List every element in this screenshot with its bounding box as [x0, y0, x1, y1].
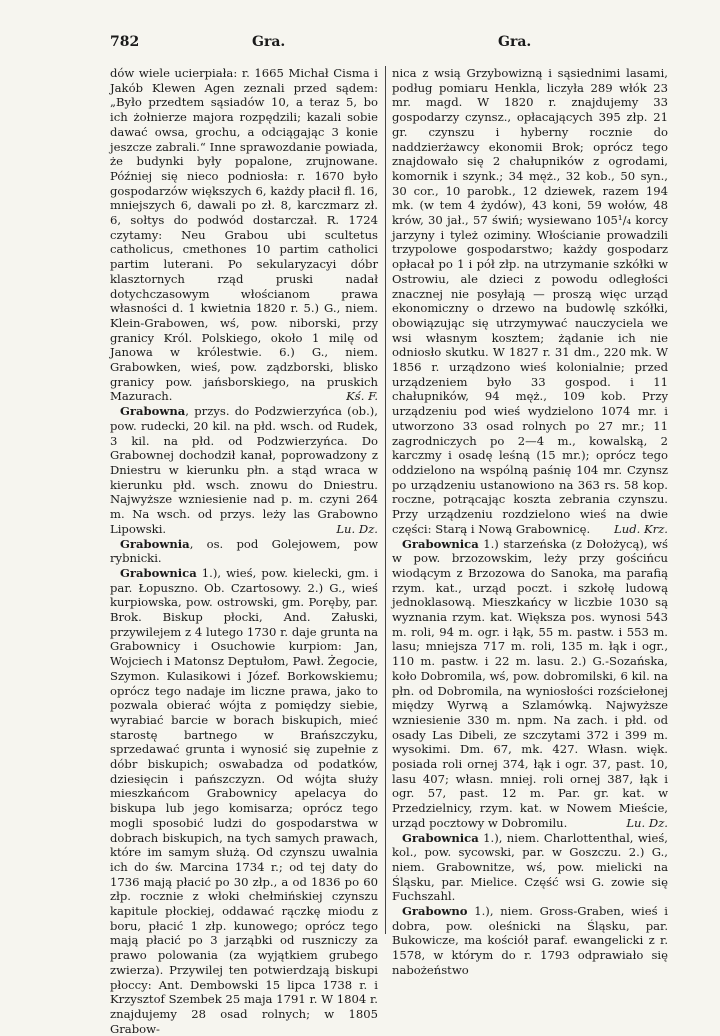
left-running-head: Gra. — [252, 34, 286, 50]
entry-grabowno: Grabowno 1.), niem. Gross-Graben, wieś i dobra, pow. oleśnicki na Śląsku, par. Bukowicze, ma kościół paraf. ewangelicki z r. 1578, w którym do r. 1793 odprawiało się nabożeństwo — [392, 904, 668, 977]
entry-continuation: nica z wsią Grzybowizną i sąsiednimi lasami, podług pomiaru Henkla, liczyła 289 włók 23 mr. magd. W 1820 r. znajdujemy 33 gospodarzy czynsz., opłacających 395 złp. 21 gr. czynszu i hyberny rocznie do naddzierżawcy ekonomii Brok; oprócz tego znajdowało się 2 chałupników z ogrodami, komornik i szynk.; 34 męż., 32 kob., 50 syn., 30 cor., 10 parobk., 12 dziewek, razem 194 mk. (w tem 4 żydów), 43 koni, 59 wołów, 48 krów, 30 jał., 57 świń; wysiewano 105¹/₄ korcy jarzyny i tyleż oziminy. Włościanie prowadzili trzypolowe gospodarstwo; każdy gospodarz opłacał po 1 i pół złp. na utrzymanie szkółki w Ostrowiu, ale dzieci z powodu odległości znacznej nie posyłają — proszą więc urząd ekonomiczny o drzewo na budowlę szkółki, obowiązując się utrzymywać nauczyciela we wsi własnym kosztem; żądanie ich nie odniosło skutku. W 1827 r. 31 dm., 220 mk. W 1856 r. urządzono wieś kolonialnie; przed urządzeniem było 33 gospod. i 11 chałupników, 94 męż., 109 kob. Przy urządzeniu pod wieś wydzielono 1074 mr. i utworzono 33 osad rolnych po 27 mr.; 11 zagrodniczych po 2—4 m., kowalską, 2 karczmy i osadę leśną (15 mr.); oprócz tego oddzielono na wspólną paśnię 104 mr. Czynsz po urządzeniu ustanowiono na 363 rs. 58 kop. roczne, potrącając koszta zebrania czynszu. Przy urządzeniu rozdzielono wieś na dwie części: Starą i Nową Grabownicę. Lud. Krz. — [392, 66, 668, 536]
entry-headword: Grabownica — [402, 536, 479, 551]
entry-headword: Grabownia — [120, 536, 190, 551]
entry-grabownica-starzenska: Grabownica 1.) starzeńska (z Dołożycą), wś w pow. brzozowskim, leży przy gościńcu wiodącym z Brzozowa do Sanoka, ma parafią rzym. kat., urząd poczt. i szkołę ludową jednoklasową. Mieszkańcy w liczbie 1030 są wyznania rzym. kat. Większa pos. wynosi 543 m. roli, 94 m. ogr. i łąk, 55 m. pastw. i 553 m. lasu; mniejsza 717 m. roli, 135 m. łąk i ogr., 110 m. pastw. i 22 m. lasu. 2.) G.-Sozańska, koło Dobromila, wś, pow. dobromilski, 6 kil. na płn. od Dobromila, na wyniosłości rozściełonej między Wyrwą a Szlamówką. Najwyższe wzniesienie 330 m. npm. Na zach. i płd. od osady Las Dibeli, ze szczytami 372 i 399 m. wysokimi. Dm. 67, mk. 427. Własn. więk. posiada roli ornej 374, łąk i ogr. 37, past. 10, lasu 407; własn. mniej. roli ornej 387, łąk i ogr. 57, past. 12 m. Par. gr. kat. w Przedzielnicy, rzym. kat. w Nowem Mieście, urząd pocztowy w Dobromilu. Lu. Dz. — [392, 536, 668, 830]
entry-headword: Grabowno — [402, 904, 468, 919]
page-number: 782 — [110, 34, 140, 50]
entry-grabownia: Grabownia, os. pod Golejowem, pow rybnicki. — [110, 536, 378, 566]
author-signature: Kś. F. — [346, 389, 378, 404]
column-divider — [385, 66, 386, 934]
right-running-head: Gra. — [498, 34, 532, 50]
entry-grabownica-charlottenthal: Grabownica 1.), niem. Charlottenthal, wieś, kol., pow. sycowski, par. w Goszczu. 2.) G., niem. Grabownitze, wś, pow. mielicki na Śląsku, par. Mielice. Część wsi G. zowie się Fuchszahl. — [392, 830, 668, 904]
entry-headword: Grabowna — [120, 404, 186, 419]
entry-grabowna: Grabowna, przys. do Podzwierzyńca (ob.), pow. rudecki, 20 kil. na płd. wsch. od Rudek, 3 kil. na płd. od Podzwierzyńca. Do Grabownej dochodził kanał, poprowadzony z Dniestru w kierunku płn. a stąd wraca w kierunku płd. wsch. znowu do Dniestru. Najwyższe wzniesienie nad p. m. czyni 264 m. Na wsch. od przys. leży las Grabowno Lipowski. Lu. Dz. — [110, 404, 378, 536]
entry-headword: Grabownica — [402, 830, 479, 845]
author-signature: Lu. Dz. — [336, 521, 378, 536]
left-column — [110, 66, 378, 1036]
author-signature: Lu. Dz. — [626, 815, 668, 830]
author-signature: Lud. Krz. — [614, 521, 668, 536]
running-header — [110, 34, 612, 56]
entry-continuation: dów wiele ucierpiała: r. 1665 Michał Cisma i Jakób Klewen Agen zeznali przed sądem: „Było przedtem sąsiadów 10, a teraz 5, bo ich żołnierze majora rozpędzili; kazali sobie dawać owsa, grochu, a odciągając 3 konie jeszcze zabrali.“ Inne sprawozdanie powiada, że budynki były popalone, zrujnowane. Później się nieco podniosła: r. 1670 było gospodarzów większych 6, każdy płacił fl. 16, mniejszych 6, dawali po zł. 8, karczmarz zł. 6, sołtys do podwód dostarczał. R. 1724 czytamy: Neu Grabou ubi scultetus catholicus, cmethones 10 partim catholici partim luterani. Po sekularyzacyi dóbr klasztornych rząd pruski nadał dotychczasowym włościanom prawa własności d. 1 kwietnia 1820 r. 5.) G., niem. Klein-Grabowen, wś, pow. niborski, przy granicy Król. Polskiego, około 1 milę od Janowa w królestwie. 6.) G., niem. Grabowken, wieś, pow. ządzborski, blisko granicy pow. jańsborskiego, na pruskich Mazurach. Kś. F. — [110, 66, 378, 404]
entry-grabownica-1: Grabownica 1.), wieś, pow. kielecki, gm. i par. Łopuszno. Ob. Czartosowy. 2.) G., wieś kurpiowska, pow. ostrowski, gm. Poręby, par. Brok. Biskup płocki, And. Załuski, przywilejem z 4 lutego 1730 r. daje grunta na Grabownicy i Osuchowie kurpiom: Jan, Wojciech i Matonsz Deptułom, Pawł. Żegocie, Szymon. Kulasikowi i Józef. Borkowskiemu; oprócz tego nadaje im liczne prawa, jako to pozwala obierać wójta z pomiędzy siebie, wyrabiać barcie w borach biskupich, mieć starostę bartnego w Brańszczyku, sprzedawać grunta i wynosić się zupełnie z dóbr biskupich; oswabadza od podatków, dziesięcin i pańszczyzn. Od wójta służy mieszkańcom Grabownicy apelacya do biskupa lub jego komisarza; oprócz tego mogli sposobić ludzi do gospodarstwa w dobrach biskupich, na tych samych prawach, które im samym służą. Od czynszu uwalnia ich do św. Marcina 1734 r.; od tej daty do 1736 mają płacić po 30 złp., a od 1836 po 60 złp. rocznie z włoki chełmińskiej czynszu kapitule płockiej, oddawać rączkę miodu z boru, płacić 1 złp. kunowego; oprócz tego mają płacić po 3 jarząbki od ruszniczy za prawo polowania (za wyjątkiem grubego zwierza). Przywilej ten potwierdzają biskupi płoccy: Ant. Dembowski 15 lipca 1738 r. i Krzysztof Szembek 25 maja 1791 r. W 1804 r. znajdujemy 28 osad rolnych; w 1805 Grabow- — [110, 565, 378, 1036]
entry-headword: Grabownica — [120, 565, 197, 580]
right-column — [392, 66, 668, 978]
